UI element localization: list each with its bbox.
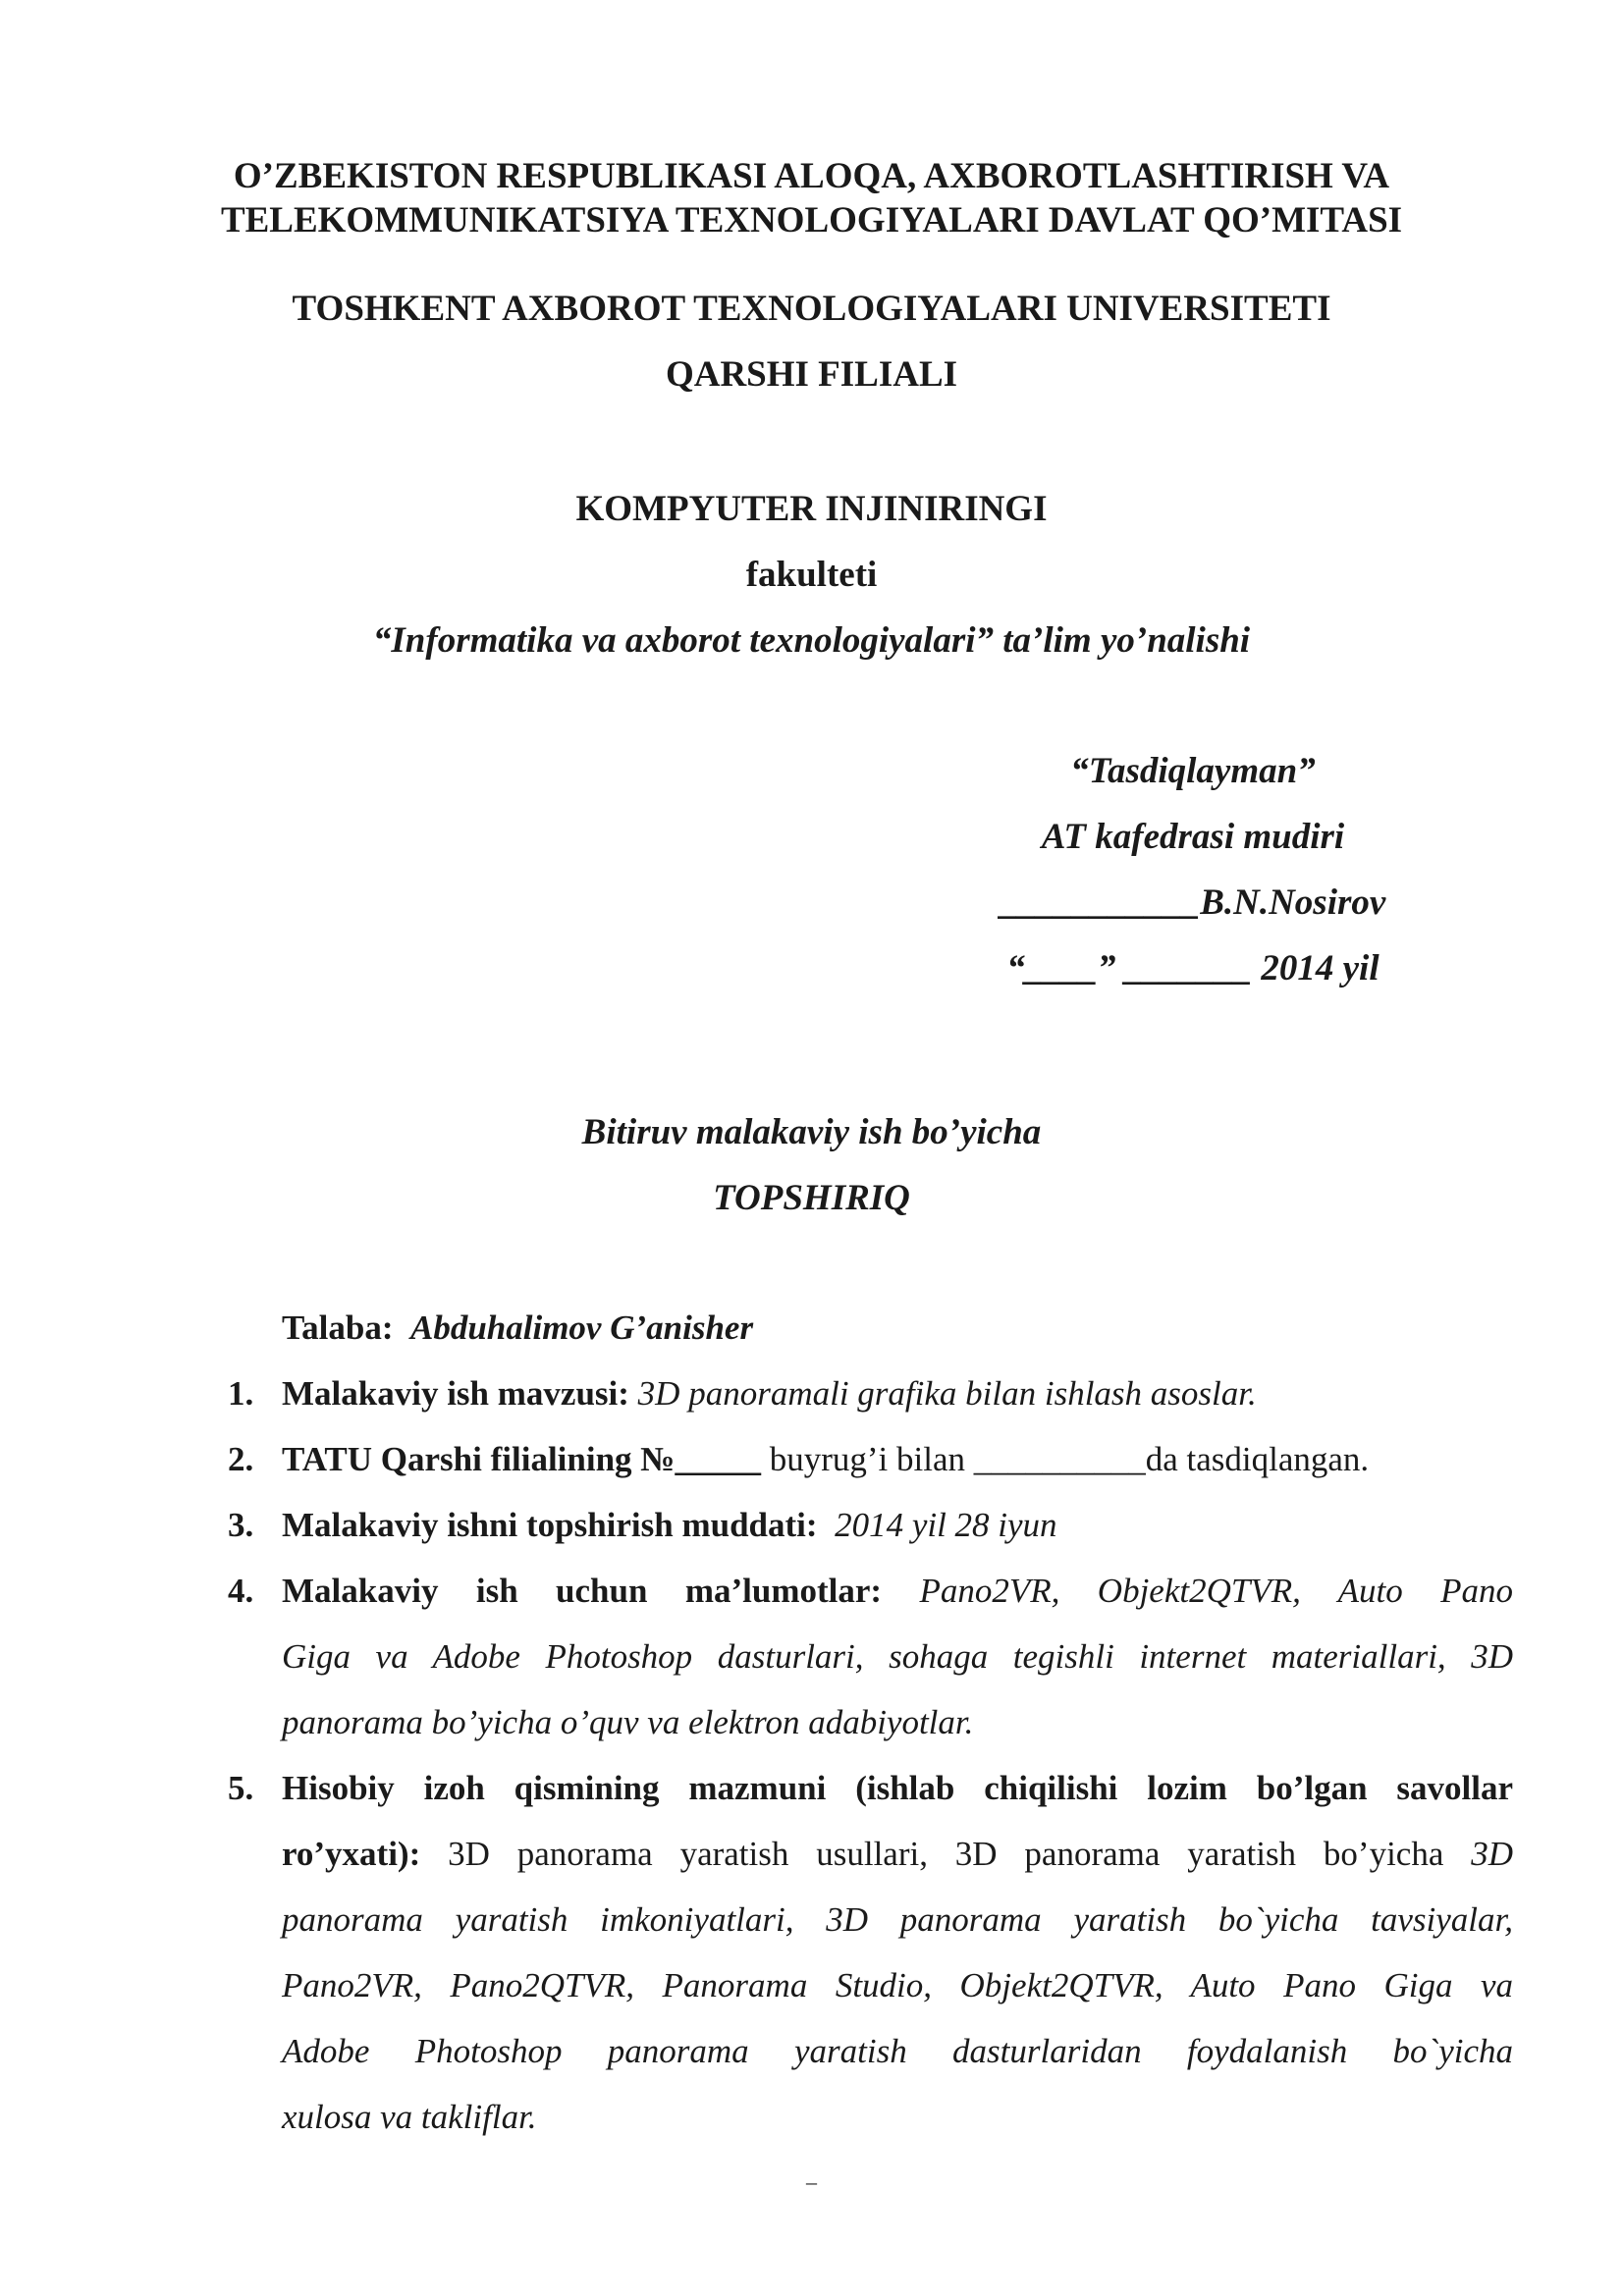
item-label: ro’yxati): [282, 1835, 421, 1873]
item-value: 3D panoramali grafika bilan ishlash asoslar. [637, 1374, 1257, 1413]
item-label: TATU Qarshi filialining №_____ [282, 1440, 761, 1478]
list-item-line: xulosa va takliflar. [282, 2098, 537, 2136]
branch-name: QARSHI FILIALI [665, 354, 958, 395]
approval-date: “____” _______ 2014 yil [1006, 948, 1380, 988]
list-item-line: Pano2VR, Pano2QTVR, Panorama Studio, Objekt2QTVR, Auto Pano Giga va [282, 1966, 1513, 2004]
list-item-line: panorama bo’yicha o’quv va elektron adabiyotlar. [282, 1703, 974, 1741]
faculty-word: fakulteti [745, 555, 878, 595]
approval-title: “Tasdiqlayman” [1070, 751, 1316, 791]
item-label: Malakaviy ishni topshirish muddati: [282, 1506, 818, 1544]
item-value: buyrug’i bilan __________da tasdiqlangan. [769, 1440, 1370, 1478]
student-label: Talaba: [282, 1308, 394, 1347]
university-name: TOSHKENT AXBOROT TEXNOLOGIYALARI UNIVERSITETI [292, 289, 1331, 329]
list-item-line [282, 1835, 1513, 1874]
item-number: 2. [228, 1440, 254, 1478]
committee-line-2: TELEKOMMUNIKATSIYA TEXNOLOGIYALARI DAVLAT QO’MITASI [220, 200, 1403, 240]
list-item-line: Adobe Photoshop panorama yaratish dasturlaridan foydalanish bo`yicha [282, 2032, 1513, 2070]
approval-position: AT kafedrasi mudiri [1041, 817, 1345, 857]
committee-line-1: O’ZBEKISTON RESPUBLIKASI ALOQA, AXBOROTLASHTIRISH VA [233, 156, 1390, 196]
item-value: Pano2VR, Objekt2QTVR, Auto Pano [919, 1572, 1513, 1610]
list-item [282, 1440, 1369, 1479]
approval-signature: ___________B.N.Nosirov [1000, 882, 1386, 923]
assignment-title: TOPSHIRIQ [713, 1178, 910, 1218]
list-item-line [282, 1572, 1513, 1611]
item-number: 5. [228, 1769, 254, 1807]
student-line [282, 1308, 753, 1348]
list-item [282, 1506, 1057, 1545]
item-label: Hisobiy izoh qismining mazmuni (ishlab chiqilishi lozim bo’lgan savollar [282, 1769, 1513, 1807]
student-name: Abduhalimov G’anisher [409, 1308, 754, 1347]
item-value: 3D [1471, 1835, 1514, 1873]
assignment-subtitle: Bitiruv malakaviy ish bo’yicha [581, 1112, 1042, 1152]
list-item [282, 1374, 1257, 1414]
item-label: Malakaviy ish mavzusi: [282, 1374, 629, 1413]
list-item-line: Giga va Adobe Photoshop dasturlari, sohaga tegishli internet materiallari, 3D [282, 1637, 1513, 1676]
item-value: 2014 yil 28 iyun [835, 1506, 1057, 1544]
list-item-line: panorama yaratish imkoniyatlari, 3D panorama yaratish bo`yicha tavsiyalar, [282, 1900, 1513, 1939]
item-label: Malakaviy ish uchun ma’lumotlar: [282, 1572, 883, 1610]
item-value: 3D panorama yaratish usullari, 3D panorama yaratish bo’yicha [448, 1835, 1444, 1873]
item-number: 4. [228, 1572, 254, 1610]
study-direction: “Informatika va axborot texnologiyalari” ta’lim yo’nalishi [372, 620, 1251, 661]
item-number: 3. [228, 1506, 254, 1544]
item-number: 1. [228, 1374, 254, 1413]
faculty-name: KOMPYUTER INJINIRINGI [575, 489, 1048, 529]
page-footer-mark: – [806, 2169, 817, 2194]
